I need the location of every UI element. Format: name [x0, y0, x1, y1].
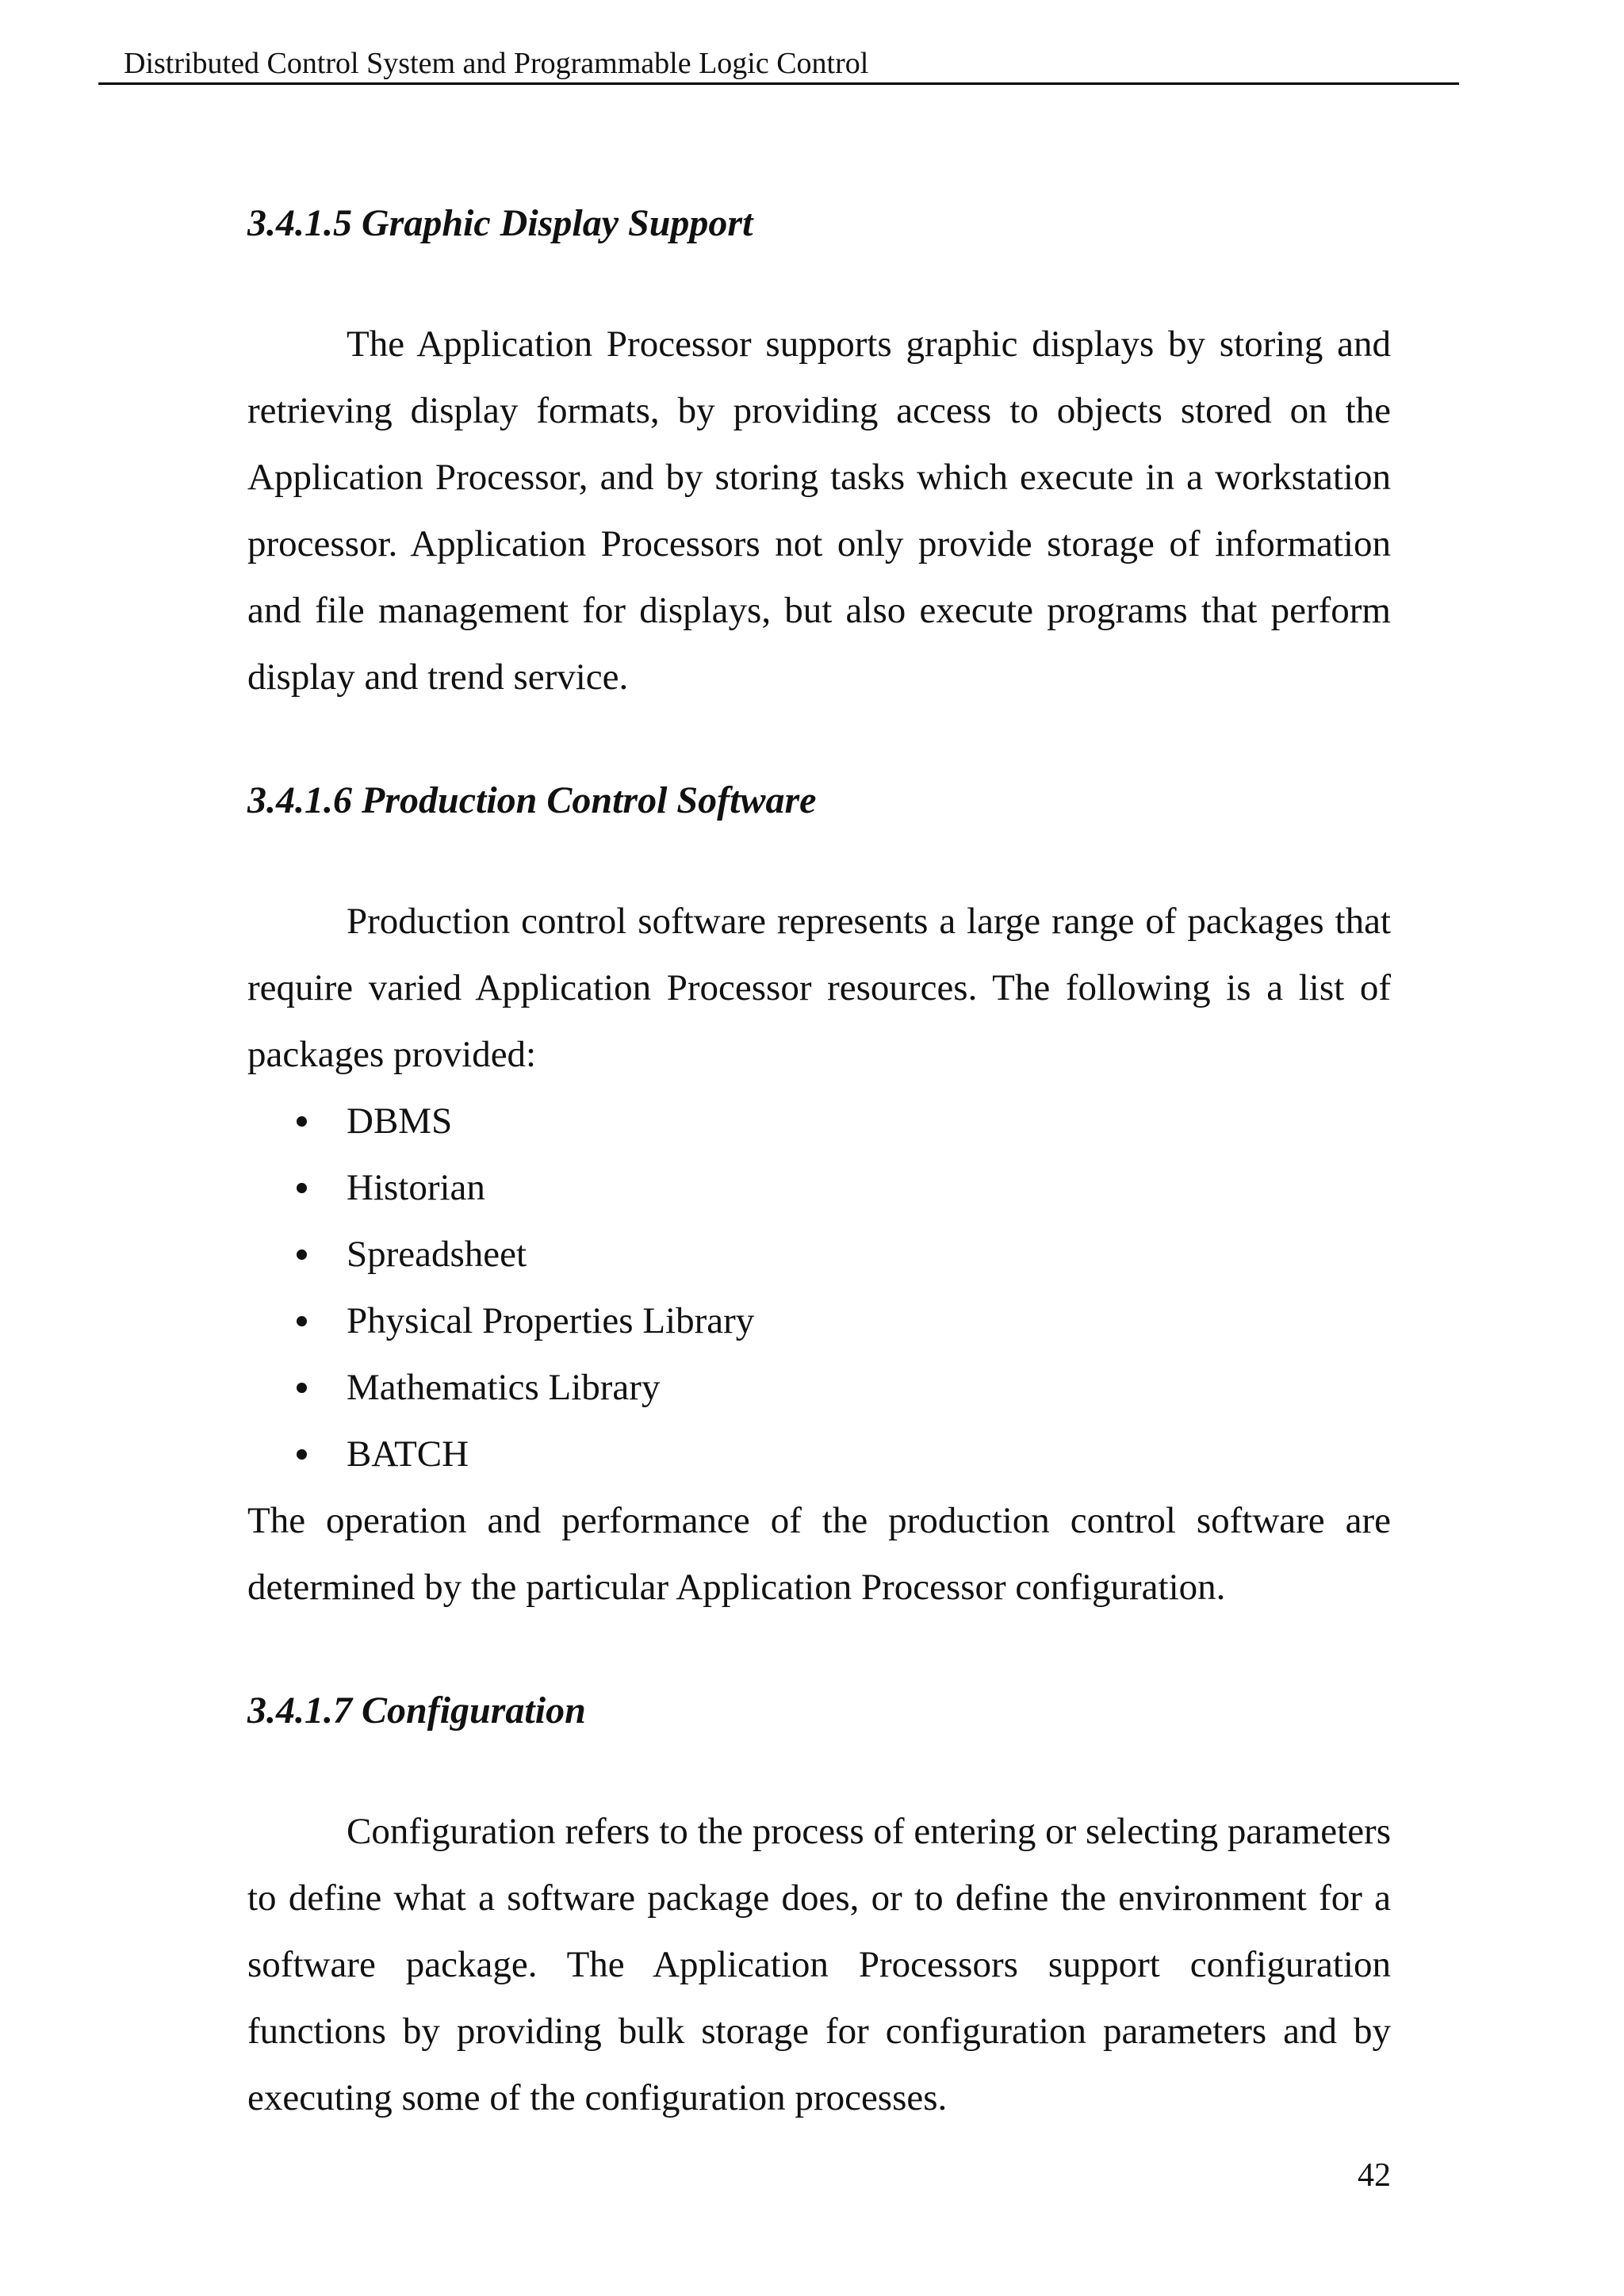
section-heading-configuration: 3.4.1.7 Configuration: [247, 1689, 586, 1732]
paragraph-production-control-software: Production control software represents a large range of packages that require varied Application Processor resources. The following is a list of packages provided:: [247, 901, 1391, 1075]
page-content: [247, 190, 1391, 2131]
bullet-icon: [297, 1316, 307, 1326]
paragraph-production-control-closing: The operation and performance of the production control software are determined by the particular Application Processor configuration.: [247, 1500, 1391, 1608]
bullet-icon: [297, 1183, 307, 1193]
bullet-icon: [297, 1383, 307, 1393]
page-number: 42: [1358, 2157, 1391, 2194]
list-item: Historian: [247, 1154, 1391, 1221]
bullet-icon: [297, 1249, 307, 1260]
list-item: Physical Properties Library: [247, 1288, 1391, 1354]
list-item: Spreadsheet: [247, 1221, 1391, 1288]
paragraph-graphic-display-support: The Application Processor supports graphic displays by storing and retrieving display formats, by providing access to objects stored on the Application Processor, and by storing tasks which execute in a workstation processor. Application Processors not only provide storage of information and file management for displays, but also execute programs that perform display and trend service.: [247, 323, 1391, 698]
bullet-icon: [297, 1449, 307, 1460]
list-item: Mathematics Library: [247, 1354, 1391, 1421]
bullet-icon: [297, 1116, 307, 1127]
section-heading-graphic-display-support: 3.4.1.5 Graphic Display Support: [247, 202, 753, 244]
paragraph-configuration: Configuration refers to the process of entering or selecting parameters to define what a software package does, or to define the environment for a software package. The Application Processors support configuration functions by providing bulk storage for configuration parameters and by executing some of the configuration processes.: [247, 1811, 1391, 2118]
running-header: Distributed Control System and Programmable Logic Control: [98, 44, 1459, 85]
section-heading-production-control-software: 3.4.1.6 Production Control Software: [247, 779, 817, 821]
list-item: DBMS: [247, 1088, 1391, 1154]
list-item: BATCH: [247, 1421, 1391, 1487]
package-list: [247, 1088, 1391, 1487]
